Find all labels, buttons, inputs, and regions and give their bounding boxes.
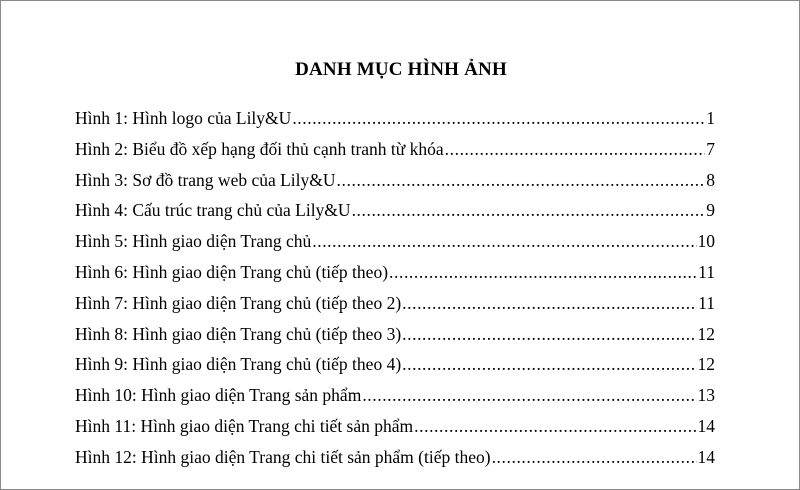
page-number: 10 (697, 231, 715, 252)
list-item[interactable] (75, 262, 715, 293)
list-item[interactable] (75, 324, 715, 355)
entry-label: Hình 2: Biểu đồ xếp hạng đối thủ cạnh tranh từ khóa (75, 138, 444, 159)
entry-label: Hình 4: Cấu trúc trang chủ của Lily&U (75, 200, 351, 221)
entry-label: Hình 9: Hình giao diện Trang chủ (tiếp theo 4) (75, 354, 402, 375)
page-number: 11 (698, 292, 715, 313)
dot-leader (414, 416, 696, 437)
list-item[interactable] (75, 385, 715, 416)
dot-leader (337, 170, 706, 191)
dot-leader (445, 139, 706, 160)
dot-leader (402, 354, 696, 375)
entry-label: Hình 7: Hình giao diện Trang chủ (tiếp theo 2) (75, 292, 402, 313)
page-number: 7 (706, 138, 715, 159)
dot-leader (312, 231, 696, 252)
dot-leader (389, 262, 697, 283)
page-number: 8 (706, 169, 715, 190)
entry-label: Hình 11: Hình giao diện Trang chi tiết sản phẩm (75, 415, 414, 436)
dot-leader (292, 108, 705, 129)
dot-leader (402, 293, 697, 314)
dot-leader (352, 200, 706, 221)
page-number: 13 (697, 385, 715, 406)
dot-leader (492, 447, 697, 468)
page-number: 14 (697, 415, 715, 436)
page-number: 12 (697, 354, 715, 375)
list-item[interactable] (75, 139, 715, 170)
list-item[interactable] (75, 293, 715, 324)
entry-label: Hình 6: Hình giao diện Trang chủ (tiếp theo) (75, 261, 389, 282)
figure-list (75, 108, 715, 478)
dot-leader (402, 324, 696, 345)
entry-label: Hình 10: Hình giao diện Trang sản phẩm (75, 385, 362, 406)
list-item[interactable] (75, 170, 715, 201)
page-number: 11 (698, 261, 715, 282)
list-item[interactable] (75, 447, 715, 478)
list-item[interactable] (75, 200, 715, 231)
entry-label: Hình 12: Hình giao diện Trang chi tiết sản phẩm (tiếp theo) (75, 446, 491, 467)
list-item[interactable] (75, 231, 715, 262)
entry-label: Hình 8: Hình giao diện Trang chủ (tiếp theo 3) (75, 323, 402, 344)
page-title: DANH MỤC HÌNH ẢNH (295, 59, 507, 80)
entry-label: Hình 1: Hình logo của Lily&U (75, 108, 292, 128)
page-number: 14 (697, 446, 715, 467)
page-number: 1 (706, 108, 715, 128)
page-number: 9 (706, 200, 715, 221)
list-item[interactable] (75, 108, 715, 139)
dot-leader (362, 385, 696, 406)
entry-label: Hình 5: Hình giao diện Trang chủ (75, 231, 312, 252)
list-item[interactable] (75, 416, 715, 447)
entry-label: Hình 3: Sơ đồ trang web của Lily&U (75, 169, 336, 190)
list-item[interactable] (75, 354, 715, 385)
page-number: 12 (697, 323, 715, 344)
